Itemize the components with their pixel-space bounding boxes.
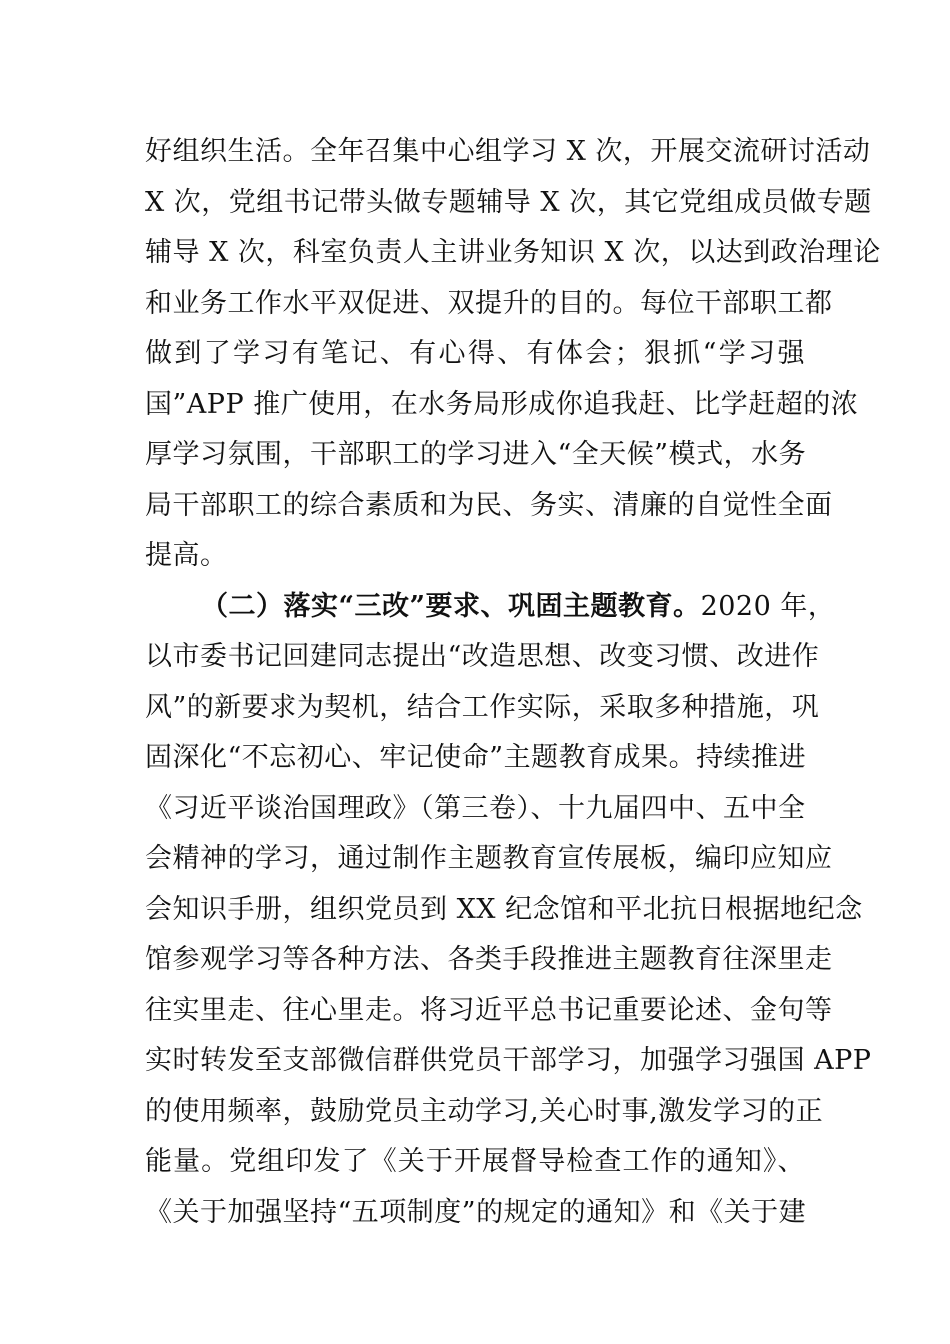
- text-line: 固深化“不忘初心、牢记使命”主题教育成果。持续推进: [145, 742, 807, 773]
- text-line: 做到了学习有笔记、有心得、有体会；狠抓“学习强: [145, 338, 805, 369]
- text-line: 《习近平谈治国理政》（第三卷）、十九届四中、五中全: [145, 792, 806, 824]
- text-line: 馆参观学习等各种方法、各类手段推进主题教育往深里走: [145, 944, 833, 975]
- text-span: 2020 年，: [700, 590, 836, 622]
- text-line: X 次，党组书记带头做专题辅导 X 次，其它党组成员做专题: [145, 186, 872, 218]
- text-line: 厚学习氛围，干部职工的学习进入“全天候”模式，水务: [145, 439, 807, 470]
- text-line: 好组织生活。全年召集中心组学习 X 次，开展交流研讨活动: [145, 136, 871, 167]
- text-line: 和业务工作水平双促进、双提升的目的。每位干部职工都: [145, 287, 833, 319]
- text-line: 会知识手册，组织党员到 XX 纪念馆和平北抗日根据地纪念: [145, 893, 863, 925]
- text-line: 的使用频率，鼓励党员主动学习,关心时事,激发学习的正: [145, 1095, 824, 1127]
- text-line: 局干部职工的综合素质和为民、务实、清廉的自觉性全面: [145, 489, 833, 521]
- text-line: 辅导 X 次，科室负责人主讲业务知识 X 次，以达到政治理论: [145, 237, 881, 268]
- paragraph-1: [145, 127, 881, 582]
- text-line: 提高。: [145, 540, 228, 571]
- text-line: 往实里走、往心里走。将习近平总书记重要论述、金句等: [145, 994, 833, 1026]
- text-line: 《关于加强坚持“五项制度”的规定的通知》和《关于建: [145, 1196, 807, 1228]
- paragraph-2: [145, 582, 872, 1239]
- section-heading: （二）落实“三改”要求、巩固主题教育。: [201, 590, 701, 622]
- text-line: 以市委书记回建同志提出“改造思想、改变习惯、改进作: [145, 641, 820, 672]
- document-body: [145, 127, 881, 1238]
- text-line: 国”APP 推广使用，在水务局形成你追我赶、比学赶超的浓: [145, 388, 859, 420]
- text-line: 能量。党组印发了《关于开展督导检查工作的通知》、: [145, 1146, 805, 1177]
- text-line: 实时转发至支部微信群供党员干部学习，加强学习强国 APP: [145, 1045, 872, 1076]
- paragraph-first-line: [145, 582, 836, 633]
- text-line: 会精神的学习，通过制作主题教育宣传展板，编印应知应: [145, 843, 833, 874]
- text-line: 风”的新要求为契机，结合工作实际，采取多种措施，巩: [145, 691, 820, 723]
